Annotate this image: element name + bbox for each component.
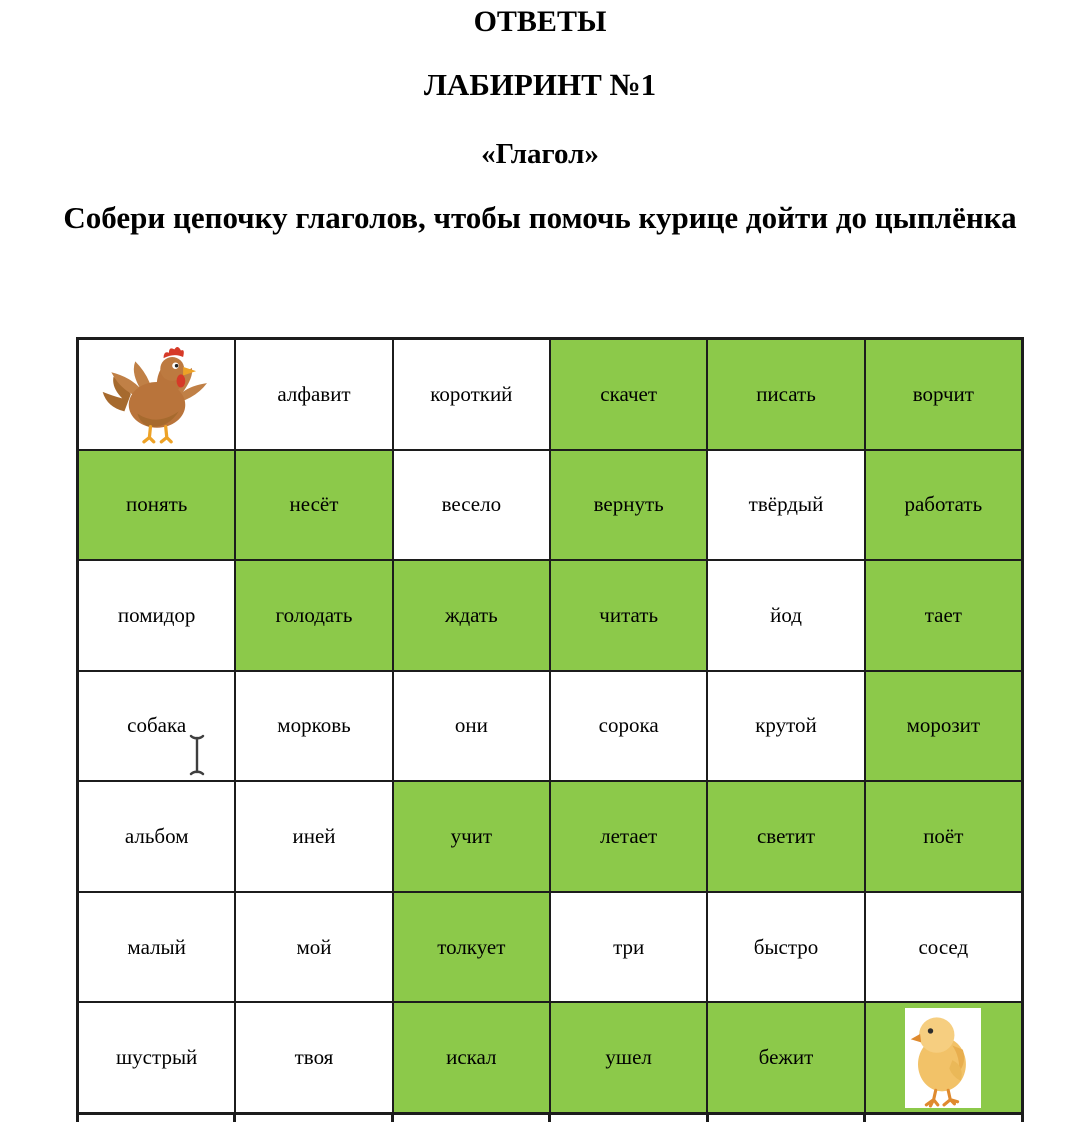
maze-cell bbox=[394, 340, 549, 449]
grid-line-stub bbox=[76, 1115, 79, 1122]
maze-cell bbox=[236, 340, 391, 449]
cell-word: они bbox=[454, 713, 488, 738]
grid-line-stub bbox=[1021, 1115, 1024, 1122]
maze-cell bbox=[394, 672, 549, 781]
maze-cell bbox=[551, 1003, 706, 1112]
cell-word: скачет bbox=[600, 381, 658, 406]
maze-cell bbox=[866, 451, 1021, 560]
cell-word: алфавит bbox=[277, 381, 351, 406]
cell-word: иней bbox=[292, 824, 336, 849]
cell-word: морозит bbox=[906, 713, 981, 738]
cell-word: твёрдый bbox=[748, 492, 824, 517]
maze-cell bbox=[708, 782, 863, 891]
cell-word: читать bbox=[599, 602, 659, 627]
maze-cell bbox=[79, 561, 234, 670]
maze-cell bbox=[551, 672, 706, 781]
grid-line-stub bbox=[548, 1115, 551, 1122]
maze-cell bbox=[236, 561, 391, 670]
maze-cell bbox=[79, 451, 234, 560]
maze-cell bbox=[708, 451, 863, 560]
maze-cell bbox=[551, 340, 706, 449]
cell-word: твоя bbox=[294, 1045, 334, 1070]
cell-word: сосед bbox=[918, 934, 969, 959]
cell-word: учит bbox=[450, 824, 493, 849]
cell-word: бежит bbox=[758, 1045, 814, 1070]
cell-word: поёт bbox=[923, 824, 964, 849]
cell-word: несёт bbox=[289, 492, 339, 517]
maze-cell bbox=[866, 782, 1021, 891]
cell-word: быстро bbox=[753, 934, 819, 959]
cell-word: весело bbox=[441, 492, 502, 517]
grid-line-stub bbox=[706, 1115, 709, 1122]
cell-word: ждать bbox=[444, 602, 498, 627]
cell-word: собака bbox=[127, 713, 187, 738]
maze-cell bbox=[394, 782, 549, 891]
cell-word: ушел bbox=[605, 1045, 652, 1070]
cell-word: голодать bbox=[275, 602, 353, 627]
maze-cell bbox=[708, 672, 863, 781]
cell-word: три bbox=[613, 934, 645, 959]
maze-cell bbox=[866, 672, 1021, 781]
cell-word: йод bbox=[770, 602, 802, 627]
maze-cell bbox=[866, 561, 1021, 670]
cell-word: сорока bbox=[598, 713, 659, 738]
cell-word: помидор bbox=[117, 602, 196, 627]
maze-cell bbox=[708, 561, 863, 670]
maze-cell bbox=[551, 893, 706, 1002]
cell-word: вернуть bbox=[593, 492, 664, 517]
maze-cell bbox=[394, 561, 549, 670]
cell-word: летает bbox=[600, 824, 658, 849]
cell-word: короткий bbox=[430, 381, 513, 406]
grid-line-stub bbox=[391, 1115, 394, 1122]
maze-cell bbox=[236, 782, 391, 891]
maze-cell bbox=[236, 672, 391, 781]
maze-cell bbox=[394, 893, 549, 1002]
maze-cell bbox=[236, 1003, 391, 1112]
maze-cell bbox=[551, 561, 706, 670]
maze-cell bbox=[79, 672, 234, 781]
maze-cell bbox=[79, 893, 234, 1002]
cell-word: малый bbox=[127, 934, 186, 959]
cell-word: понять bbox=[125, 492, 188, 517]
maze-cell bbox=[79, 1003, 234, 1112]
maze-cell-end bbox=[866, 1003, 1021, 1112]
cell-word: толкует bbox=[437, 934, 506, 959]
maze-cell bbox=[236, 893, 391, 1002]
maze-cell bbox=[866, 340, 1021, 449]
cell-word: тает bbox=[924, 602, 962, 627]
maze-cell bbox=[708, 1003, 863, 1112]
hen-image bbox=[86, 344, 228, 444]
maze-cell bbox=[394, 1003, 549, 1112]
cell-word: морковь bbox=[277, 713, 351, 738]
maze-number-title: ЛАБИРИНТ №1 bbox=[423, 67, 657, 102]
cell-word: писать bbox=[756, 381, 816, 406]
cell-word: работать bbox=[904, 492, 983, 517]
cell-word: крутой bbox=[755, 713, 817, 738]
grid-line-stub bbox=[233, 1115, 236, 1122]
chick-image bbox=[905, 1008, 981, 1108]
maze-cell bbox=[866, 893, 1021, 1002]
grid-line-stub bbox=[863, 1115, 866, 1122]
cell-word: искал bbox=[446, 1045, 497, 1070]
maze-topic: «Глагол» bbox=[481, 138, 599, 170]
maze-cell bbox=[236, 451, 391, 560]
maze-cell bbox=[551, 782, 706, 891]
cell-word: ворчит bbox=[912, 381, 974, 406]
cell-word: шустрый bbox=[116, 1045, 198, 1070]
maze-cell-start bbox=[79, 340, 234, 449]
maze-cell bbox=[708, 893, 863, 1002]
cell-word: мой bbox=[296, 934, 332, 959]
cell-word: светит bbox=[756, 824, 815, 849]
cell-word: альбом bbox=[124, 824, 189, 849]
maze-cell bbox=[79, 782, 234, 891]
answer-maze-table bbox=[76, 337, 1024, 1115]
maze-cell bbox=[708, 340, 863, 449]
maze-cell bbox=[394, 451, 549, 560]
maze-instruction: Собери цепочку глаголов, чтобы помочь курице дойти до цыплёнка bbox=[63, 200, 1017, 235]
maze-cell bbox=[551, 451, 706, 560]
page-title: ОТВЕТЫ bbox=[473, 5, 607, 38]
